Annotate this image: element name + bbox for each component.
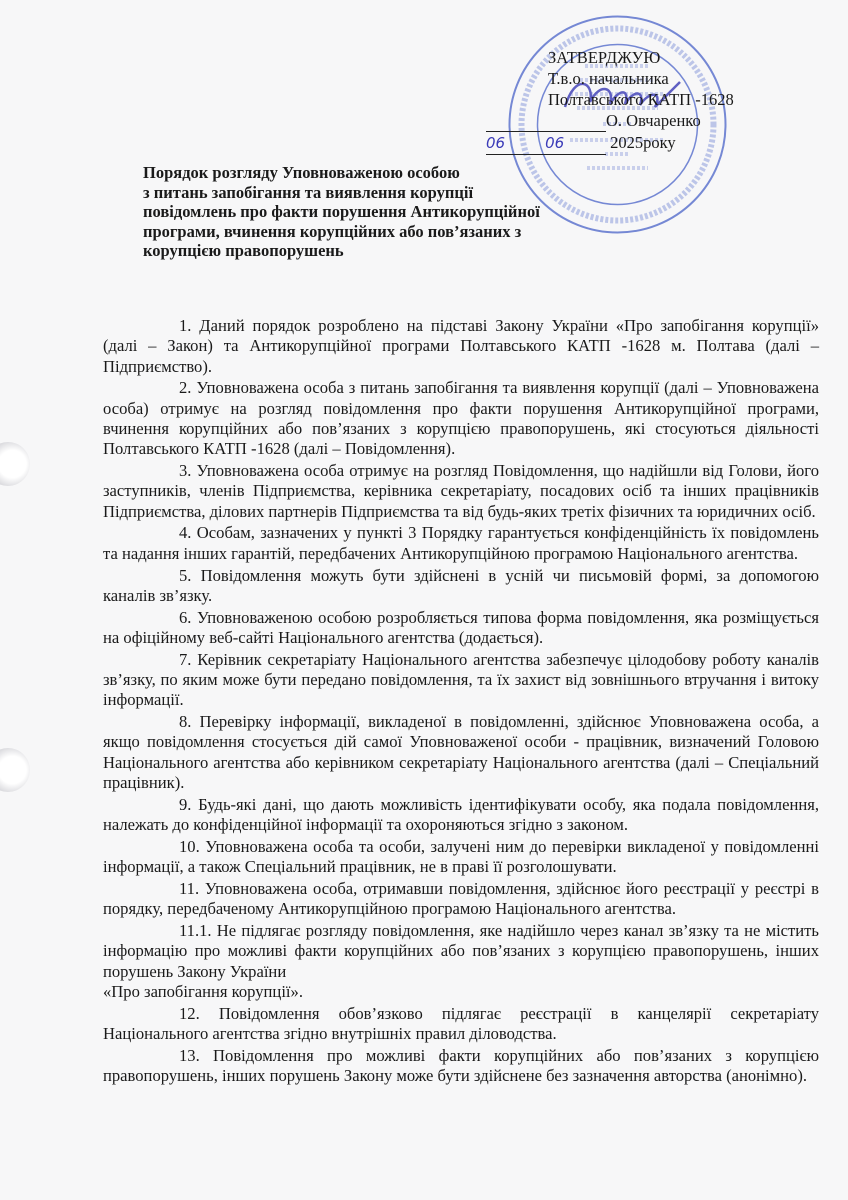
paragraph-3: 3. Уповноважена особа отримує на розгляд Повідомлення, що надійшли від Голови, його заступників, членів Підприємства, керівника секретаріату, посадових осіб та інших працівників Підприємства, ділових партнерів Підприємства та від будь-яких третіх фізичних та юридичних осіб. bbox=[103, 461, 819, 521]
approver-name: О. Овчаренко bbox=[606, 111, 701, 130]
punch-hole bbox=[0, 748, 30, 792]
punch-hole bbox=[0, 442, 30, 486]
paragraph-6: 6. Уповноваженою особою розробляється типова форма повідомлення, яка розміщується на офіційному веб-сайті Національного агентства (додається). bbox=[103, 607, 819, 647]
document-title bbox=[143, 163, 540, 261]
title-line: повідомлень про факти порушення Антикорупційної bbox=[143, 202, 540, 221]
paragraph-2: 2. Уповноважена особа з питань запобігання та виявлення корупції (далі – Уповноважена особа) отримує на розгляд повідомлення про факти порушення Антикорупційної програми, вчинення корупційних або пов’язаних з корупцією правопорушень, які стосуються діяльності Полтавського КАТП -1628 (далі – Повідомлення). bbox=[103, 378, 819, 459]
paragraph-1: 1. Даний порядок розроблено на підставі Закону України «Про запобігання корупції» (далі – Закон) та Антикорупційної програми Полтавського КАТП -1628 м. Полтава (далі – Підприємство). bbox=[103, 316, 819, 376]
paragraph-7: 7. Керівник секретаріату Національного агентства забезпечує цілодобову роботу каналів зв’язку, по яким може бути передано повідомлення, та їх захист від зовнішнього втручання і витоку інформації. bbox=[103, 649, 819, 710]
date-month: 06 bbox=[545, 134, 565, 152]
paragraph-11: 11. Уповноважена особа, отримавши повідомлення, здійснює його реєстрації у реєстрі в порядку, передбаченому Антикорупційною програмою Національного агентства. bbox=[103, 879, 819, 919]
title-line: Порядок розгляду Уповноваженою особою bbox=[143, 163, 460, 182]
paragraph-12: 12. Повідомлення обов’язково підлягає реєстрації в канцелярії секретаріату Національного агентства згідно внутрішніх правил діловодства. bbox=[103, 1003, 819, 1044]
paragraph-11-1-tail: «Про запобігання корупції». bbox=[103, 982, 303, 1001]
paragraph-8: 8. Перевірку інформації, викладеної в повідомленні, здійснює Уповноважена особа, а якщо повідомлення стосується дій самої Уповноваженої особи - працівник, визначений Головою Національного агентства або керівником секретаріату Національного агентства (далі – Спеціальний працівник). bbox=[103, 712, 819, 793]
approver-position: Т.в.о. начальника bbox=[548, 69, 669, 88]
title-line: програми, вчинення корупційних або пов’язаних з bbox=[143, 221, 522, 241]
paragraph-13: 13. Повідомлення про можливі факти корупційних або пов’язаних з корупцією правопорушень, інших порушень Закону може бути здійснене без зазначення авторства (анонімно). bbox=[103, 1045, 819, 1086]
approve-label: ЗАТВЕРДЖУЮ bbox=[548, 48, 661, 67]
title-line: корупцією правопорушень bbox=[143, 241, 344, 260]
document-body bbox=[103, 316, 819, 1088]
paragraph-4: 4. Особам, зазначених у пункті 3 Порядку гарантується конфіденційність їх повідомлень та надання інших гарантій, передбачених Антикорупційною програмою Національного агентства. bbox=[103, 523, 819, 563]
paragraph-11-1: 11.1. Не підлягає розгляду повідомлення, яке надійшло через канал зв’язку та не містить інформацію про можливі факти корупційних або пов’язаних з корупцією правопорушень, інших порушень Закону України bbox=[103, 921, 819, 981]
title-line: з питань запобігання та виявлення корупції bbox=[143, 182, 474, 202]
approver-organization: Полтавського КАТП -1628 bbox=[548, 90, 734, 109]
paragraph-5: 5. Повідомлення можуть бути здійснені в усній чи письмовій формі, за допомогою каналів зв’язку. bbox=[103, 565, 819, 605]
paragraph-10: 10. Уповноважена особа та особи, залучені ним до перевірки викладеної у повідомленні інформації, а також Спеціальний працівник, не в праві її розголошувати. bbox=[103, 836, 819, 877]
date-day: 06 bbox=[486, 134, 506, 152]
approval-block bbox=[486, 47, 734, 155]
paragraph-9: 9. Будь-які дані, що дають можливість ідентифікувати особу, яка подала повідомлення, належать до конфіденційної інформації та охороняються згідно з законом. bbox=[103, 794, 819, 835]
date-year: 2025року bbox=[610, 133, 676, 152]
